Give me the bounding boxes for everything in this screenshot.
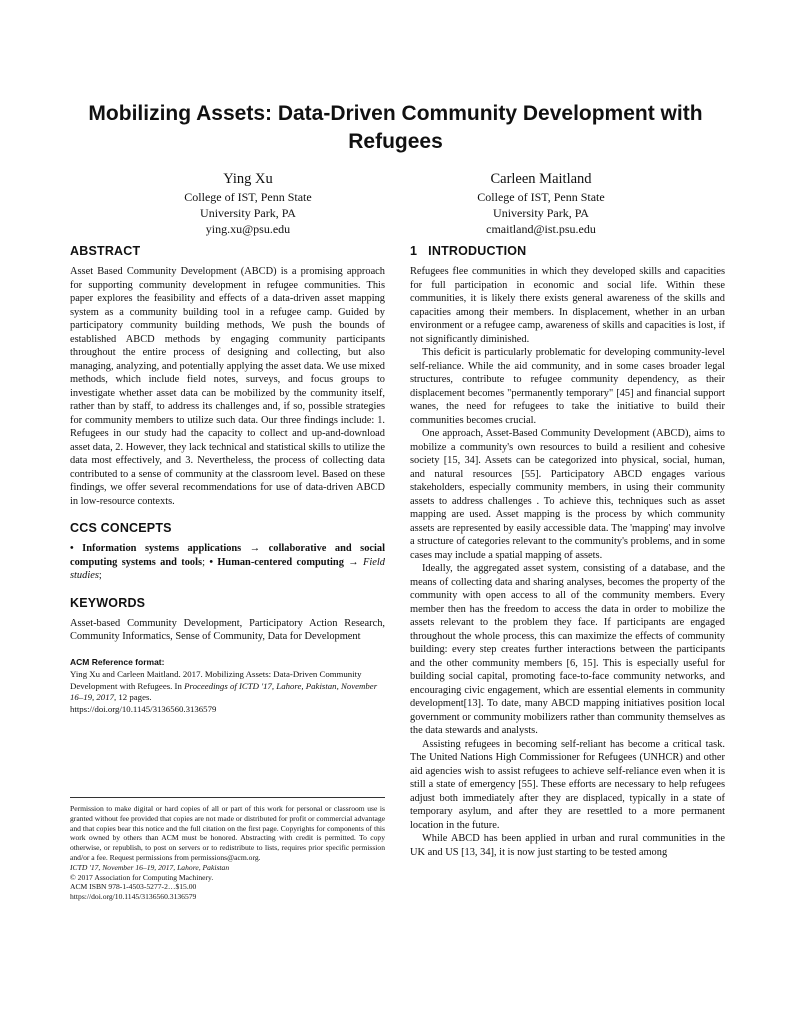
paper-title: Mobilizing Assets: Data-Driven Community Development with Refugees <box>88 102 703 153</box>
ccs-item: • Human-centered computing <box>209 556 344 568</box>
acm-ref-proceedings: Proceedings of ICTD '17, Lahore, Pakistan, November 16–19, 2017, <box>70 680 378 702</box>
ccs-separator: ; <box>202 556 210 568</box>
introduction-heading: 1 INTRODUCTION <box>410 244 527 258</box>
ccs-item: • Information systems applications → collaborative and social computing systems and tools <box>70 543 385 568</box>
left-column <box>70 244 385 715</box>
permission-doi[interactable]: https://doi.org/10.1145/3136560.3136579 <box>70 892 197 902</box>
abstract-heading: ABSTRACT <box>70 244 141 258</box>
author-email: ying.xu@psu.edu <box>205 222 291 236</box>
permission-text: Permission to make digital or hard copies of all or part of this work for personal or classroom use is granted without fee provided that copies are not made or distributed for profit or commercial advantage and that copies bear this notice and the full citation on the first page. Copyrights for components of this work owned by others than ACM must be honored. Abstracting with credit is permitted. To copy otherwise, or republish, to post on servers or to redistribute to lists, requires prior specific permission and/or a fee. Request permissions from permissions@acm.org. <box>70 804 385 862</box>
author-block <box>128 170 368 237</box>
ccs-heading: CCS CONCEPTS <box>70 521 172 535</box>
intro-paragraph: Ideally, the aggregated asset system, consisting of a database, and the means of collecting data and sharing analyses, becomes the property of the community with open access to all of the community members. Every member then has the freedom to access the data in order to mobilize the assets relevant to the problem they face. If participants are engaged throughout the whole process, this can maximize the effects of community building: every step creates further interactions between the participants and the other community members [6, 15]. This is especially useful for building social capital, promoting face-to-face community networks, and encouraging civic engagement, which are essential elements in community development[13]. To date, many ABCD mapping initiatives position local government or community mobilizers rather than community themselves as the data stewards and analysts. <box>410 563 725 736</box>
intro-paragraph: Assisting refugees in becoming self-reliant has become a critical task. The United Nations High Commissioner for Refugees (UNHCR) and other aid agencies wish to assist refugees to achieve self-reliance even when it is still a state of emergency [55]. These efforts are necessary to help refugees adjust both immediately after they are displaced, typically in a state of temporary asylum, and after they are resettled to a more permanent location in the future. <box>410 738 725 831</box>
intro-paragraph: This deficit is particularly problematic for developing community-level self-reliance. While the aid community, and in some cases broader legal structures, contribute to refugee community dependency, as their displacement becomes "permanently temporary" [45] and financial support wanes, the need for refugees to take the initiative to build their communities becomes crucial. <box>410 347 725 426</box>
intro-paragraph: One approach, Asset-Based Community Development (ABCD), aims to mobilize a community's own resources to build a resilient and cohesive society [15, 34]. Assets can be categorized into physical, social, human, and natural resources [55]. Participatory ABCD engages various stakeholders, especially community members, in using their community assets to address challenges . To achieve this, techniques such as asset mapping are used. Asset mapping is the process by which community assets are represented by easily accessible data. The 'mapping' may involve a structure of categories relevant to the community's problems, and in some cases may include a spatial mapping of assets. <box>410 428 725 561</box>
author-affiliation: College of IST, Penn State <box>184 190 312 204</box>
permission-venue: ICTD '17, November 16–19, 2017, Lahore, Pakistan <box>70 862 230 872</box>
acm-ref-part: Ying Xu and Carleen Maitland. 2017. Mobilizing Assets: Data-Driven Community Development with Refugees. In <box>70 669 362 691</box>
keywords-heading: KEYWORDS <box>70 595 146 610</box>
author-location: University Park, PA <box>493 206 589 220</box>
ccs-subitem: Field studies <box>70 556 385 581</box>
author-name: Ying Xu <box>223 171 273 187</box>
ccs-arrow: → <box>343 556 364 568</box>
author-affiliation: College of IST, Penn State <box>477 190 605 204</box>
author-location: University Park, PA <box>200 206 296 220</box>
acm-ref-text <box>70 669 385 715</box>
right-column <box>410 244 725 859</box>
ccs-end: ; <box>98 570 102 581</box>
permission-notice <box>70 797 385 902</box>
intro-paragraph: Refugees flee communities in which they developed skills and capacities for full participation in economic and social life. Within these communities, it is likely there exists general awareness of the skills and capacities among their members. In displacement, whether in an urban environment or a refugee camp, awareness of skills and capacities is lost, if not significantly diminished. <box>410 266 725 345</box>
permission-copyright: © 2017 Association for Computing Machinery. <box>70 872 214 882</box>
acm-ref-heading: ACM Reference format: <box>70 656 165 667</box>
author-email: cmaitland@ist.psu.edu <box>486 222 596 236</box>
intro-paragraph: While ABCD has been applied in urban and rural communities in the UK and US [13, 34], it is now just starting to be tested among <box>410 833 725 858</box>
author-name: Carleen Maitland <box>490 171 592 187</box>
ccs-text <box>70 542 385 583</box>
acm-ref-doi[interactable]: https://doi.org/10.1145/3136560.3136579 <box>70 703 217 714</box>
acm-ref-part: 12 pages. <box>116 692 152 702</box>
abstract-text: Asset Based Community Development (ABCD) is a promising approach for supporting community development in refugee communities. This paper explores the feasibility and effects of a data-driven asset mapping system as a community building tool in a refugee camp. Guided by participatory community building methods, We push the bounds of established ABCD methods by engaging community participants throughout the entire process of designing and collecting, but also managing, analyzing, and potentially applying the asset data. We use mixed methods, which include field notes, surveys, and focus groups to investigate whether asset data can be mobilized by the community itself, rather than by staff, to address its challenges and, if so, possible strategies for community members to utilize such data. Our three findings include: 1. Refugees in our study had the capacity to collect and up-and-download asset data, 2. However, they lack technical and statistical skills to utilize the data most effectively, and 3. Nevertheless, the process of collecting data contributed to a sense of community at the classroom level. Based on these findings, we offer several recommendations for use of data-driven ABCD in low-resource contexts. <box>70 266 385 507</box>
keywords-text: Asset-based Community Development, Participatory Action Research, Community Informatics, Sense of Community, Data for Development <box>70 617 385 642</box>
author-block <box>421 170 661 237</box>
permission-isbn: ACM ISBN 978-1-4503-5277-2…$15.00 <box>70 882 197 892</box>
